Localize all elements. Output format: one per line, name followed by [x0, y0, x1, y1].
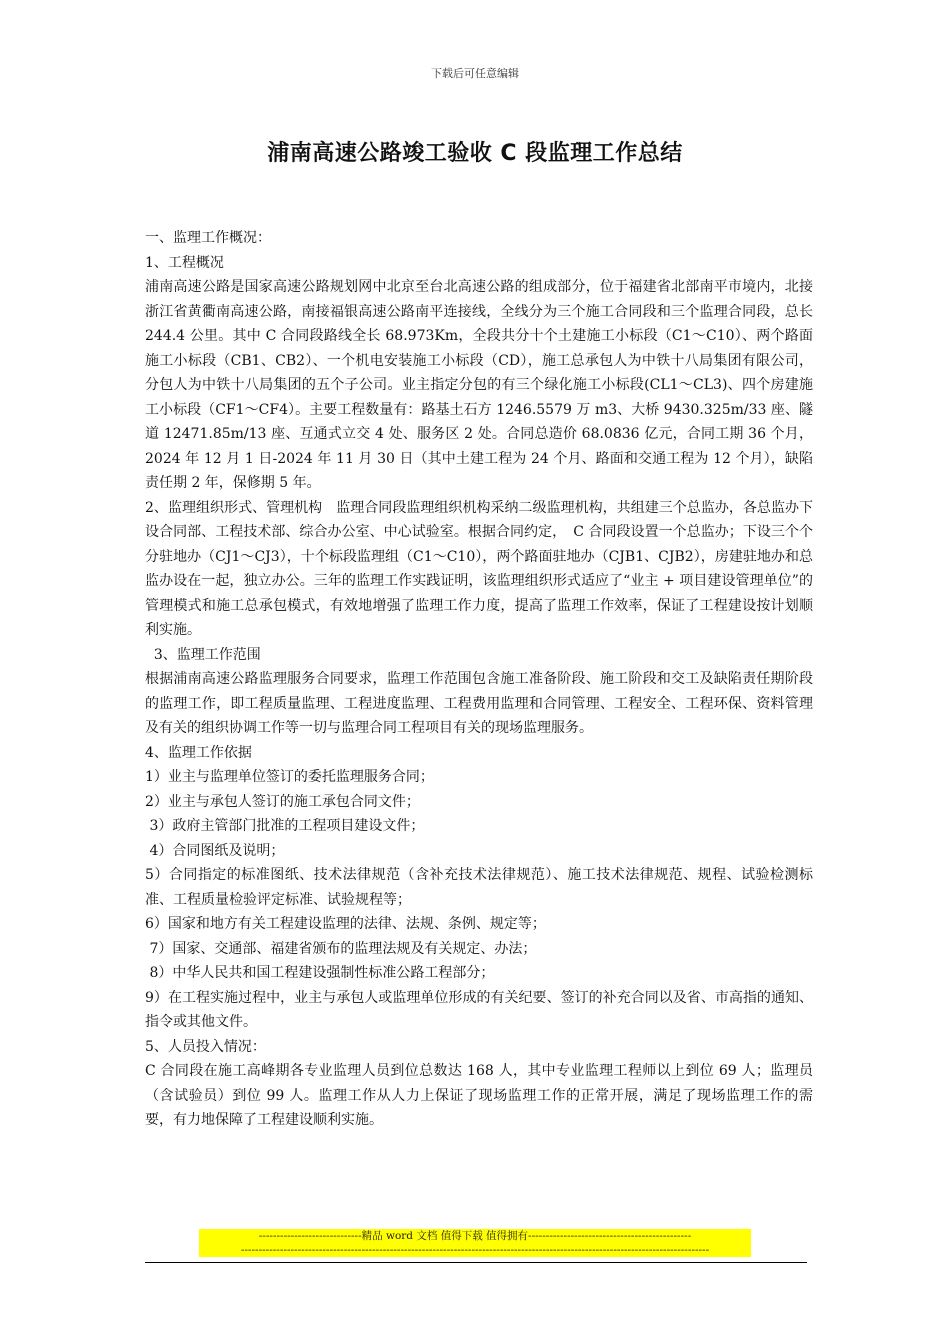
list-item: 9）在工程实施过程中，业主与承包人或监理单位形成的有关纪要、签订的补充合同以及省、市高指的通知、指令或其他文件。 [145, 989, 813, 1030]
list-item: 1）业主与监理单位签订的委托监理服务合同； [145, 769, 434, 785]
list-item: 4）合同图纸及说明； [145, 842, 285, 859]
footer-banner [199, 1229, 751, 1257]
list-item: 6）国家和地方有关工程建设监理的法律、法规、条例、规定等； [145, 916, 546, 932]
footer-divider [145, 1262, 807, 1263]
list-item: 8）中华人民共和国工程建设强制性标准公路工程部分； [145, 965, 495, 981]
subsection-heading: 1、工程概况 [145, 254, 224, 271]
list-item: 7）国家、交通部、福建省颁布的监理法规及有关规定、办法； [145, 940, 537, 957]
list-item: 3）政府主管部门批准的工程项目建设文件； [145, 818, 425, 834]
body-paragraph: C 合同段在施工高峰期各专业监理人员到位总数达 168 人，其中专业监理工程师以上到位 69 人；监理员（含试验员）到位 99 人。监理工作从人力上保证了现场监理工作的正常开展，满足了现场监理工作的需要，有力地保障了工程建设顺利实施。 [145, 1063, 813, 1128]
list-item: 2）业主与承包人签订的施工承包合同文件； [145, 793, 420, 810]
document-body [145, 226, 813, 1133]
subsection-heading: 4、监理工作依据 [145, 744, 252, 761]
document-title: 浦南高速公路竣工验收 C 段监理工作总结 [267, 141, 683, 166]
body-paragraph: 浦南高速公路是国家高速公路规划网中北京至台北高速公路的组成部分，位于福建省北部南平市境内，北接浙江省黄衢南高速公路，南接福银高速公路南平连接线，全线分为三个施工合同段和三个监理合同段，总长 244.4 公里。其中 C 合同段路线全长 68.973Km，全段共分十个土建施工小标段（C1～C10）、两个路面施工小标段（CB1、CB2）、一个机电安装施工小标段（CD），施工总承包人为中铁十八局集团有限公司，分包人为中铁十八局集团的五个子公司。业主指定分包的有三个绿化施工小标段(CL1～CL3)、四个房建施工小标段（CF1～CF4）。主要工程数量有：路基土石方 1246.5579 万 m3、大桥 9430.325m/33 座、隧道 12471.85m/13 座、互通式立交 4 处、服务区 2 处。合同总造价 68.0836 亿元，合同工期 36 个月，2024 年 12 月 1 日-2024 年 11 月 30 日（其中土建工程为 24 个月、路面和交通工程为 12 个月），缺陷责任期 2 年，保修期 5 年。 [145, 279, 813, 491]
subsection-heading: 3、监理工作范围 [145, 646, 261, 663]
footer-banner-line: ------------------------------------------------------------------------------------------------------------------------------------ [240, 1244, 710, 1256]
body-paragraph: 根据浦南高速公路监理服务合同要求，监理工作范围包含施工准备阶段、施工阶段和交工及缺陷责任期阶段的监理工作，即工程质量监理、工程进度监理、工程费用监理和合同管理、工程安全、工程环保、资料管理及有关的组织协调工作等一切与监理合同工程项目有关的现场监理服务。 [145, 671, 813, 736]
subsection-heading: 5、人员投入情况： [145, 1038, 266, 1055]
body-paragraph: 2、监理组织形式、管理机构 监理合同段监理组织机构采纳二级监理机构，共组建三个总监办，各总监办下设合同部、工程技术部、综合办公室、中心试验室。根据合同约定， C 合同段设置一个总监办；下设三个个分驻地办（CJ1～CJ3），十个标段监理组（C1～C10），两个路面驻地办（CJB1、CJB2），房建驻地办和总监办设在一起，独立办公。三年的监理工作实践证明，该监理组织形式适应了“业主 + 项目建设管理单位”的管理模式和施工总承包模式，有效地增强了监理工作力度，提高了监理工作效率，保证了工程建设按计划顺利实施。 [145, 499, 813, 638]
section-heading: 一、监理工作概况： [145, 230, 271, 246]
list-item: 5）合同指定的标准图纸、技术法律规范（含补充技术法律规范）、施工技术法律规范、规程、试验检测标准、工程质量检验评定标准、试验规程等； [145, 867, 813, 908]
footer-banner-line: -----------------------------精品 word 文档 值得下载 值得拥有---------------------------------------------- [258, 1230, 692, 1242]
header-note: 下载后可任意编辑 [431, 67, 519, 80]
